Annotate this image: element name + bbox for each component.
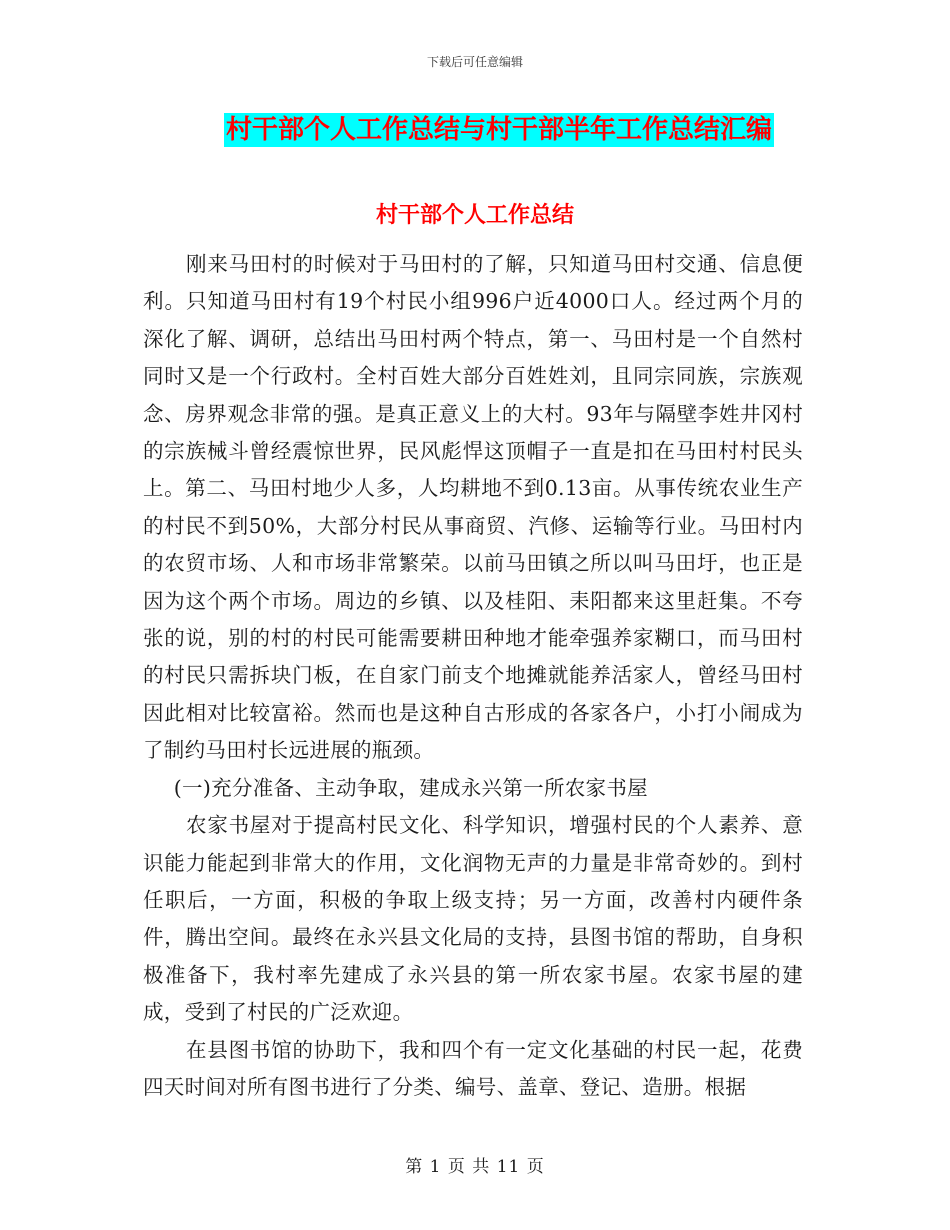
document-title: 村干部个人工作总结与村干部半年工作总结汇编 <box>225 115 772 145</box>
section-title: 村干部个人工作总结 <box>375 202 574 228</box>
paragraph: 农家书屋对于提高村民文化、科学知识，增强村民的个人素养、意识能力能起到非常大的作用，文化润物无声的力量是非常奇妙的。到村任职后，一方面，积极的争取上级支持；另一方面，改善村内硬件条件，腾出空间。最终在永兴县文化局的支持，县图书馆的帮助，自身积极准备下，我村率先建成了永兴县的第一所农家书屋。农家书屋的建成，受到了村民的广泛欢迎。 <box>143 813 803 1025</box>
page-number: 第 1 页 共 11 页 <box>405 1157 545 1177</box>
page-header-note: 下载后可任意编辑 <box>426 55 523 69</box>
paragraph: 在县图书馆的协助下，我和四个有一定文化基础的村民一起，花费四天时间对所有图书进行了分类、编号、盖章、登记、造册。根据 <box>143 1037 803 1099</box>
subheading: (一)充分准备、主动争取，建成永兴第一所农家书屋 <box>173 775 648 800</box>
paragraph: 刚来马田村的时候对于马田村的了解，只知道马田村交通、信息便利。只知道马田村有19个村民小组996户近4000口人。经过两个月的深化了解、调研，总结出马田村两个特点，第一、马田村是一个自然村同时又是一个行政村。全村百姓大部分百姓姓刘，且同宗同族，宗族观念、房界观念非常的强。是真正意义上的大村。93年与隔壁李姓井冈村的宗族械斗曾经震惊世界，民风彪悍这顶帽子一直是扣在马田村村民头上。第二、马田村地少人多，人均耕地不到0.13亩。从事传统农业生产的村民不到50%，大部分村民从事商贸、汽修、运输等行业。马田村内的农贸市场、人和市场非常繁荣。以前马田镇之所以叫马田圩，也正是因为这个两个市场。周边的乡镇、以及桂阳、耒阳都来这里赶集。不夸张的说，别的村的村民可能需要耕田种地才能牵强养家糊口，而马田村的村民只需拆块门板，在自家门前支个地摊就能养活家人，曾经马田村因此相对比较富裕。然而也是这种自古形成的各家各户，小打小闹成为了制约马田村长远进展的瓶颈。 <box>143 252 803 763</box>
document-title-wrap <box>0 113 950 147</box>
body-text <box>143 246 803 1106</box>
